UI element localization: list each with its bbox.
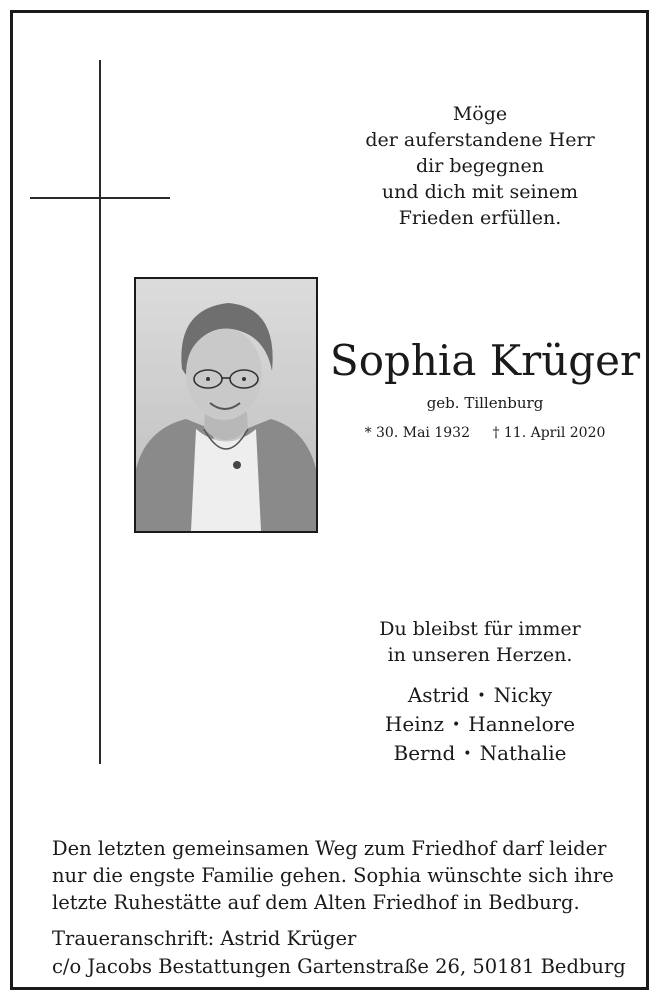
bullet-separator: • <box>452 717 461 733</box>
family-row <box>330 739 630 768</box>
family-member: Nathalie <box>479 741 567 765</box>
family-member: Nicky <box>493 683 553 707</box>
address-line: c/o Jacobs Bestattungen Gartenstraße 26, 50181 Bedburg <box>52 955 626 978</box>
death-date: † 11. April 2020 <box>492 425 606 441</box>
bullet-separator: • <box>463 746 472 762</box>
family-row <box>330 681 630 710</box>
family-row <box>330 710 630 739</box>
portrait-photo <box>134 277 318 533</box>
family-member: Bernd <box>393 741 456 765</box>
verse-bottom <box>330 616 630 668</box>
note-line: letzte Ruhestätte auf dem Alten Friedhof in Bedburg. <box>52 891 580 914</box>
address-line: Traueranschrift: Astrid Krüger <box>52 927 357 950</box>
verse-line: Du bleibst für immer <box>379 618 581 640</box>
verse-line: Möge <box>452 103 508 125</box>
note-line: nur die engste Familie gehen. Sophia wünschte sich ihre <box>52 864 614 887</box>
verse-line: und dich mit seinem <box>381 181 579 203</box>
verse-line: in unseren Herzen. <box>387 644 573 666</box>
birth-name: geb. Tillenburg <box>426 394 544 412</box>
family-member: Heinz <box>384 712 445 736</box>
verse-top <box>330 101 630 231</box>
family-names <box>330 681 630 768</box>
funeral-note <box>52 835 612 916</box>
verse-line: dir begegnen <box>415 155 545 177</box>
verse-line: Frieden erfüllen. <box>398 207 562 229</box>
family-member: Astrid <box>407 683 470 707</box>
family-member: Hannelore <box>468 712 576 736</box>
life-dates <box>360 423 610 443</box>
mourning-address <box>52 925 626 981</box>
verse-line: der auferstandene Herr <box>365 129 595 151</box>
cross-vertical-bar <box>99 60 101 764</box>
cross-horizontal-bar <box>30 197 170 199</box>
birth-date: * 30. Mai 1932 <box>364 425 470 441</box>
bullet-separator: • <box>477 688 486 704</box>
note-line: Den letzten gemeinsamen Weg zum Friedhof darf leider <box>52 837 607 860</box>
deceased-name: Sophia Krüger <box>329 336 641 385</box>
